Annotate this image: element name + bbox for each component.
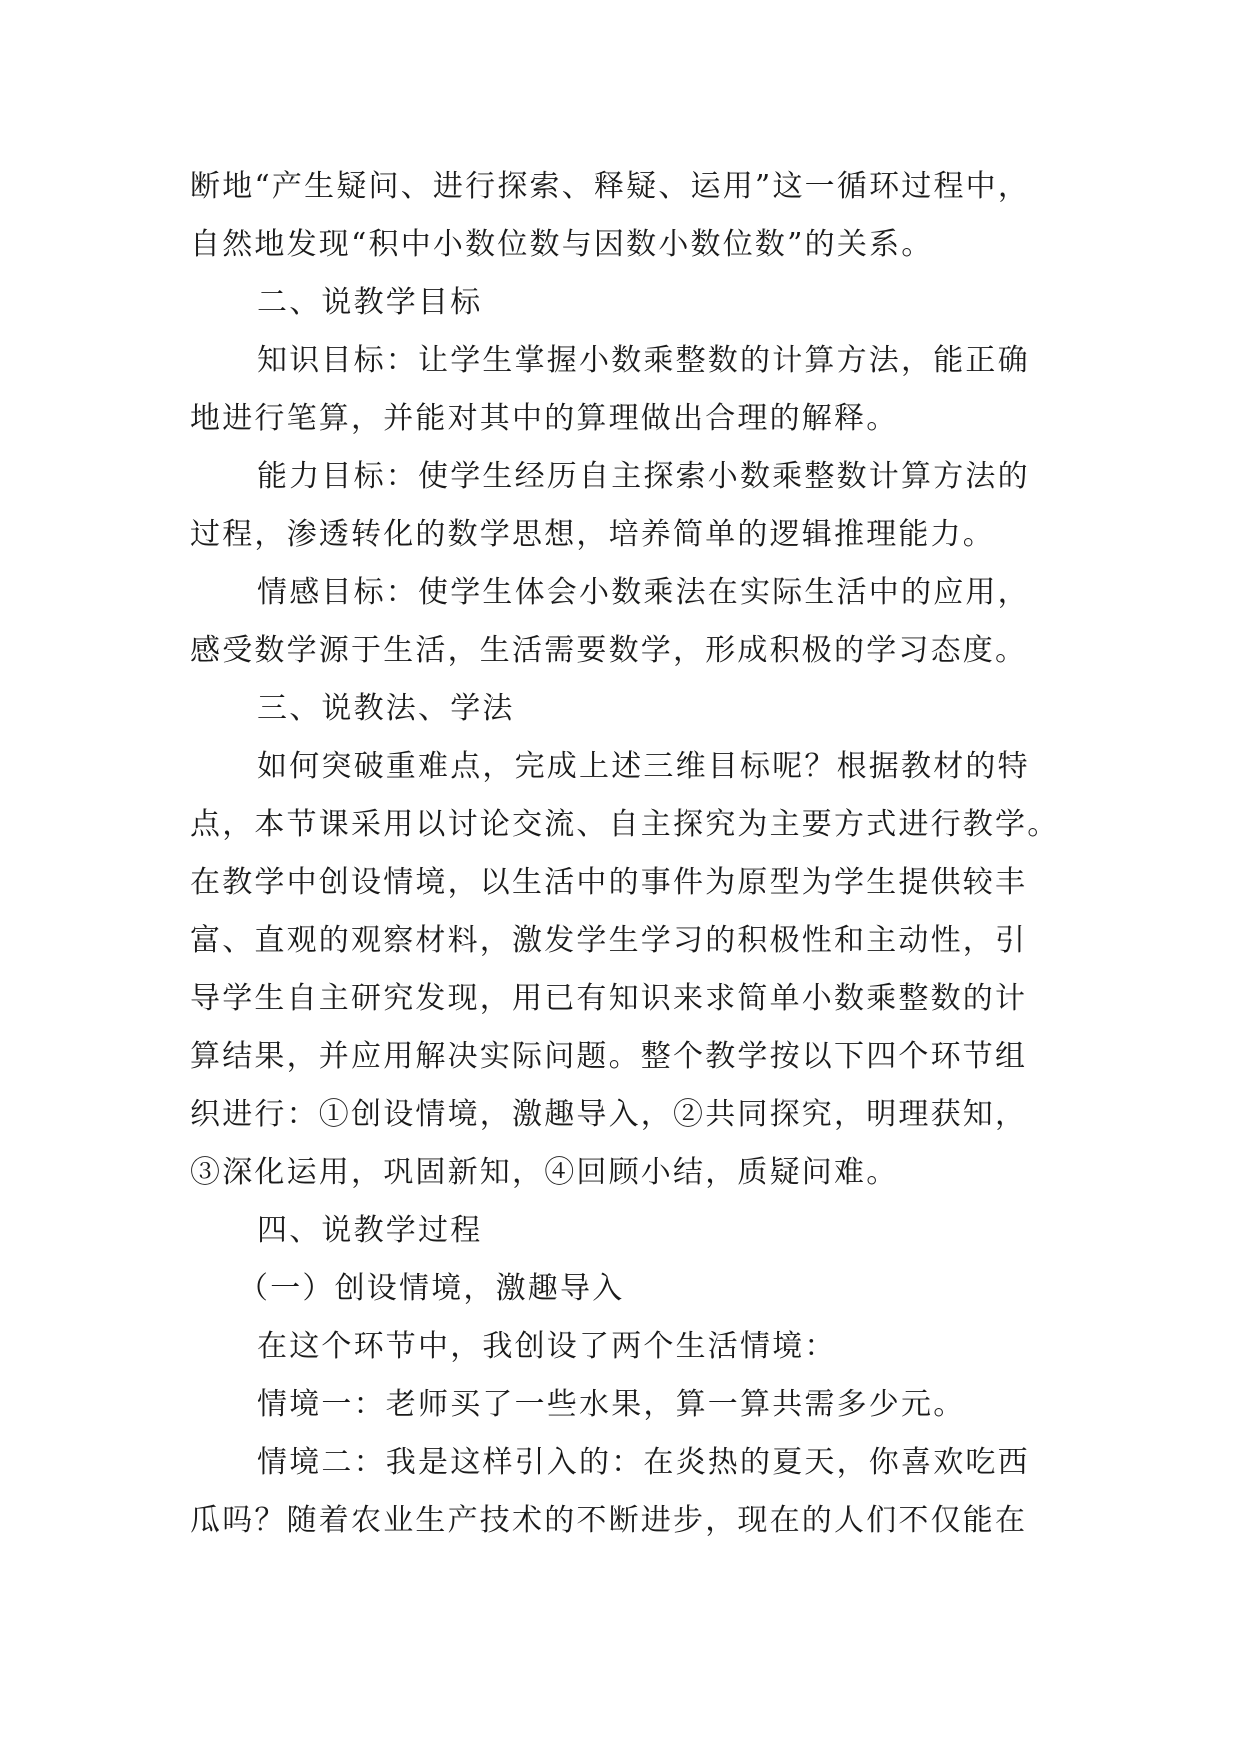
paragraph-line: 富、直观的观察材料，激发学生学习的积极性和主动性，引 xyxy=(190,923,1028,958)
paragraph-line: 情境一：老师买了一些水果，算一算共需多少元。 xyxy=(257,1387,966,1422)
subsection-heading: （一）创设情境，激趣导入 xyxy=(238,1271,625,1306)
paragraph-line: 点，本节课采用以讨论交流、自主探究为主要方式进行教学。 xyxy=(190,807,1060,842)
paragraph-line: 瓜吗？随着农业生产技术的不断进步，现在的人们不仅能在 xyxy=(190,1503,1028,1538)
paragraph-line: 地进行笔算，并能对其中的算理做出合理的解释。 xyxy=(190,401,899,436)
paragraph-line: 导学生自主研究发现，用已有知识来求简单小数乘整数的计 xyxy=(190,981,1028,1016)
section-heading: 四、说教学过程 xyxy=(257,1213,483,1248)
paragraph-line: 自然地发现“积中小数位数与因数小数位数”的关系。 xyxy=(190,227,934,262)
paragraph-line: 感受数学源于生活，生活需要数学，形成积极的学习态度。 xyxy=(190,633,1028,668)
paragraph-line: 情境二：我是这样引入的：在炎热的夏天，你喜欢吃西 xyxy=(257,1445,1030,1480)
paragraph-line: 织进行：①创设情境，激趣导入，②共同探究，明理获知， xyxy=(190,1097,1028,1132)
section-heading: 三、说教法、学法 xyxy=(257,691,515,726)
paragraph-line: 能力目标：使学生经历自主探索小数乘整数计算方法的 xyxy=(257,459,1030,494)
paragraph-line: 如何突破重难点，完成上述三维目标呢？根据教材的特 xyxy=(257,749,1030,784)
paragraph-line: 在这个环节中，我创设了两个生活情境： xyxy=(257,1329,837,1364)
paragraph-line: 在教学中创设情境，以生活中的事件为原型为学生提供较丰 xyxy=(190,865,1028,900)
paragraph-line: ③深化运用，巩固新知，④回顾小结，质疑问难。 xyxy=(190,1155,899,1190)
paragraph-line: 算结果，并应用解决实际问题。整个教学按以下四个环节组 xyxy=(190,1039,1028,1074)
paragraph-line: 过程，渗透转化的数学思想，培养简单的逻辑推理能力。 xyxy=(190,517,995,552)
paragraph-line: 情感目标：使学生体会小数乘法在实际生活中的应用， xyxy=(257,575,1030,610)
paragraph-line: 断地“产生疑问、进行探索、释疑、运用”这一循环过程中， xyxy=(190,169,1031,204)
section-heading: 二、说教学目标 xyxy=(257,285,483,320)
paragraph-line: 知识目标：让学生掌握小数乘整数的计算方法，能正确 xyxy=(257,343,1030,378)
